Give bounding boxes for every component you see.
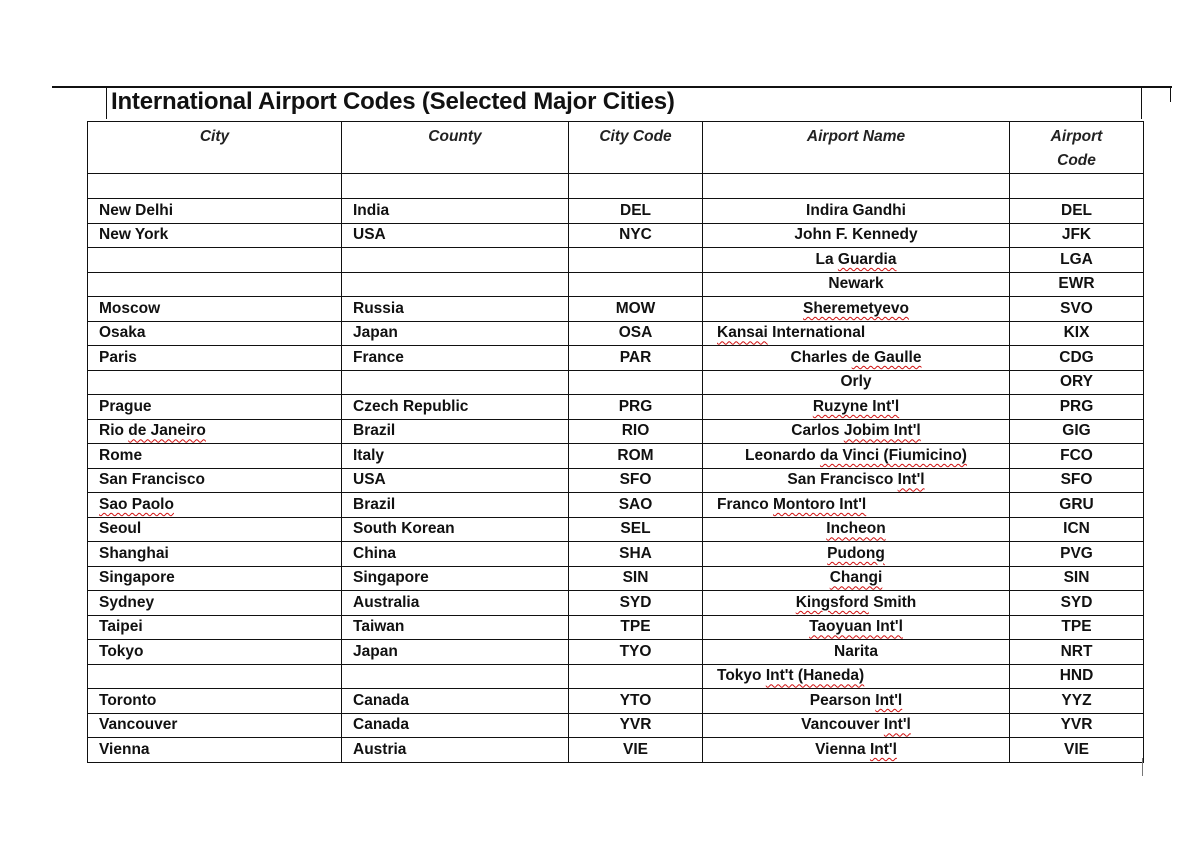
cell-country-text: Brazil bbox=[353, 422, 396, 440]
table-row bbox=[88, 346, 1144, 371]
cell-airport-code-text: FCO bbox=[1060, 446, 1093, 464]
table-row bbox=[88, 297, 1144, 322]
cell-airport-code bbox=[1010, 223, 1144, 248]
cell-city bbox=[88, 297, 342, 322]
cell-city-text: Toronto bbox=[99, 691, 157, 709]
cell-airport-code-text: YVR bbox=[1060, 716, 1093, 734]
cell-airport-name bbox=[703, 370, 1010, 395]
cell-city-code bbox=[569, 321, 703, 346]
cell-country bbox=[342, 640, 569, 665]
rule-tick bbox=[1170, 86, 1171, 102]
cell-country bbox=[342, 272, 569, 297]
cell-city-code bbox=[569, 248, 703, 273]
table-row bbox=[88, 689, 1144, 714]
cell-airport-name-text: Orly bbox=[840, 373, 872, 391]
cell-city-code bbox=[569, 272, 703, 297]
cell-city-code bbox=[569, 566, 703, 591]
cell-city-code bbox=[569, 297, 703, 322]
cell-airport-code-text: SIN bbox=[1063, 569, 1090, 587]
cell-city-text: Osaka bbox=[99, 324, 146, 342]
cell-city-text: Paris bbox=[99, 348, 137, 366]
blank-cell bbox=[1010, 174, 1144, 199]
cell-airport-code-text: GIG bbox=[1062, 422, 1091, 440]
cell-city-code-text: SYD bbox=[619, 593, 652, 611]
cell-country-text: USA bbox=[353, 226, 386, 244]
cell-country bbox=[342, 395, 569, 420]
cell-city-text: Seoul bbox=[99, 520, 142, 538]
cell-country bbox=[342, 517, 569, 542]
cell-city-code bbox=[569, 199, 703, 224]
cell-airport-name-text: Carlos Jobim Int'l bbox=[791, 422, 921, 440]
cell-airport-code-text: TPE bbox=[1061, 618, 1092, 636]
cell-city-text: Sydney bbox=[99, 593, 155, 611]
cell-airport-code bbox=[1010, 395, 1144, 420]
cell-airport-name-text: San Francisco Int'l bbox=[787, 471, 925, 489]
cell-airport-code-text: SVO bbox=[1060, 299, 1093, 317]
cell-country bbox=[342, 419, 569, 444]
cell-city bbox=[88, 223, 342, 248]
table-row bbox=[88, 664, 1144, 689]
cell-country bbox=[342, 689, 569, 714]
cell-airport-name bbox=[703, 272, 1010, 297]
cell-city-text: Singapore bbox=[99, 569, 175, 587]
cell-airport-name-text: Franco Montoro Int'l bbox=[717, 495, 867, 513]
cell-country bbox=[342, 468, 569, 493]
cell-airport-name-text: La Guardia bbox=[815, 250, 897, 268]
cell-city bbox=[88, 713, 342, 738]
page-title: International Airport Codes (Selected Major Cities) bbox=[111, 88, 675, 115]
cell-city-code bbox=[569, 738, 703, 763]
cell-airport-code bbox=[1010, 468, 1144, 493]
cell-city-text: San Francisco bbox=[99, 471, 205, 489]
cell-country bbox=[342, 664, 569, 689]
cell-airport-name bbox=[703, 468, 1010, 493]
cell-airport-code bbox=[1010, 346, 1144, 371]
cell-city-text: New Delhi bbox=[99, 201, 174, 219]
table-row bbox=[88, 223, 1144, 248]
cell-airport-name-text: Vienna Int'l bbox=[815, 740, 897, 758]
cell-city-code-text: DEL bbox=[620, 201, 651, 219]
cell-airport-name bbox=[703, 223, 1010, 248]
table-row bbox=[88, 591, 1144, 616]
cell-city-code-text: ROM bbox=[617, 446, 654, 464]
table-row bbox=[88, 370, 1144, 395]
cell-airport-name bbox=[703, 493, 1010, 518]
cell-airport-code-text: CDG bbox=[1059, 348, 1094, 366]
header-airport-code bbox=[1010, 122, 1144, 174]
cell-city-code bbox=[569, 223, 703, 248]
cell-airport-name-text: Taoyuan Int'l bbox=[809, 618, 903, 636]
cell-city bbox=[88, 199, 342, 224]
cell-airport-code-text: SFO bbox=[1060, 471, 1093, 489]
cell-city-code bbox=[569, 640, 703, 665]
cell-airport-code-text: KIX bbox=[1063, 324, 1090, 342]
cell-city-text: Tokyo bbox=[99, 642, 144, 660]
cell-airport-code bbox=[1010, 542, 1144, 567]
cell-country bbox=[342, 248, 569, 273]
cell-city-code-text: SFO bbox=[619, 471, 652, 489]
cell-country bbox=[342, 615, 569, 640]
table-row bbox=[88, 738, 1144, 763]
cell-city-code bbox=[569, 346, 703, 371]
cell-airport-code bbox=[1010, 689, 1144, 714]
cell-country-text: Czech Republic bbox=[353, 397, 469, 415]
cell-airport-name bbox=[703, 615, 1010, 640]
cell-airport-name bbox=[703, 689, 1010, 714]
cell-airport-name-text: Changi bbox=[829, 569, 883, 587]
cell-airport-name bbox=[703, 664, 1010, 689]
cell-city bbox=[88, 370, 342, 395]
cell-airport-code-text: ICN bbox=[1063, 520, 1090, 538]
cell-airport-name-text: Charles de Gaulle bbox=[790, 348, 922, 366]
cell-city-text: Shanghai bbox=[99, 544, 169, 562]
cell-airport-name bbox=[703, 517, 1010, 542]
cell-city-code bbox=[569, 493, 703, 518]
table-row bbox=[88, 713, 1144, 738]
cell-city-code bbox=[569, 713, 703, 738]
cell-country bbox=[342, 370, 569, 395]
cell-airport-code-text: EWR bbox=[1058, 275, 1095, 293]
cell-city-text: Rome bbox=[99, 446, 143, 464]
cell-airport-name-text: Incheon bbox=[826, 520, 886, 538]
cell-city-text: Rio de Janeiro bbox=[99, 422, 206, 440]
stray-line bbox=[1142, 758, 1143, 776]
cell-country-text: Russia bbox=[353, 299, 404, 317]
cell-city-text: Sao Paolo bbox=[99, 495, 174, 513]
cell-country-text: Taiwan bbox=[353, 618, 405, 636]
cell-city bbox=[88, 444, 342, 469]
cell-city-code bbox=[569, 517, 703, 542]
cell-city-text: Taipei bbox=[99, 618, 143, 636]
title-box bbox=[106, 87, 1142, 119]
cell-city-code bbox=[569, 615, 703, 640]
cell-airport-code bbox=[1010, 272, 1144, 297]
cell-airport-code bbox=[1010, 370, 1144, 395]
cell-city-code bbox=[569, 542, 703, 567]
table-row bbox=[88, 542, 1144, 567]
cell-airport-name-text: Pudong bbox=[827, 544, 885, 562]
cell-city bbox=[88, 248, 342, 273]
cell-city-code-text: TPE bbox=[620, 618, 651, 636]
cell-airport-code-text: JFK bbox=[1061, 226, 1092, 244]
cell-city-code-text: YTO bbox=[619, 691, 652, 709]
cell-city-code bbox=[569, 395, 703, 420]
cell-airport-code bbox=[1010, 199, 1144, 224]
cell-airport-name bbox=[703, 419, 1010, 444]
cell-airport-name bbox=[703, 591, 1010, 616]
cell-airport-name bbox=[703, 738, 1010, 763]
cell-airport-code bbox=[1010, 493, 1144, 518]
cell-country-text: Canada bbox=[353, 716, 409, 734]
cell-airport-name bbox=[703, 248, 1010, 273]
cell-city bbox=[88, 468, 342, 493]
cell-airport-name-text: Indira Gandhi bbox=[806, 201, 906, 219]
cell-city bbox=[88, 615, 342, 640]
blank-cell bbox=[703, 174, 1010, 199]
blank-cell bbox=[342, 174, 569, 199]
cell-airport-name-text: Sheremetyevo bbox=[803, 299, 909, 317]
cell-airport-name-text: Kansai International bbox=[717, 324, 866, 342]
cell-airport-code-text: LGA bbox=[1060, 250, 1093, 268]
cell-airport-name bbox=[703, 542, 1010, 567]
cell-city bbox=[88, 542, 342, 567]
cell-city-code-text: SIN bbox=[622, 569, 649, 587]
cell-city-code-text: RIO bbox=[621, 422, 650, 440]
cell-city bbox=[88, 689, 342, 714]
cell-airport-code-text: ORY bbox=[1059, 373, 1093, 391]
cell-city-code-text: PAR bbox=[619, 348, 652, 366]
cell-airport-code-text: DEL bbox=[1061, 201, 1092, 219]
cell-airport-name bbox=[703, 199, 1010, 224]
cell-airport-code bbox=[1010, 444, 1144, 469]
cell-airport-code bbox=[1010, 615, 1144, 640]
table-row bbox=[88, 419, 1144, 444]
cell-country bbox=[342, 542, 569, 567]
cell-city-text: Vienna bbox=[99, 740, 150, 758]
table-row bbox=[88, 640, 1144, 665]
cell-airport-name-text: Tokyo Int't (Haneda) bbox=[717, 667, 865, 685]
cell-airport-name-text: Newark bbox=[828, 275, 884, 293]
table-row bbox=[88, 321, 1144, 346]
table-row bbox=[88, 395, 1144, 420]
cell-airport-code bbox=[1010, 591, 1144, 616]
cell-country bbox=[342, 199, 569, 224]
cell-country-text: USA bbox=[353, 471, 386, 489]
cell-airport-code-text: YYZ bbox=[1061, 691, 1092, 709]
cell-airport-code-text: PVG bbox=[1060, 544, 1093, 562]
cell-airport-code bbox=[1010, 419, 1144, 444]
blank-cell bbox=[569, 174, 703, 199]
cell-airport-name-text: John F. Kennedy bbox=[794, 226, 918, 244]
cell-airport-name bbox=[703, 297, 1010, 322]
cell-city-code-text: SHA bbox=[619, 544, 652, 562]
cell-city-code-text: SEL bbox=[620, 520, 651, 538]
cell-city bbox=[88, 346, 342, 371]
cell-airport-name bbox=[703, 444, 1010, 469]
cell-city-code bbox=[569, 689, 703, 714]
cell-city-code bbox=[569, 444, 703, 469]
cell-airport-code bbox=[1010, 297, 1144, 322]
cell-country-text: Australia bbox=[353, 593, 420, 611]
blank-row bbox=[88, 174, 1144, 199]
table-row bbox=[88, 615, 1144, 640]
cell-city-code-text: TYO bbox=[619, 642, 652, 660]
cell-country bbox=[342, 223, 569, 248]
cell-city bbox=[88, 321, 342, 346]
cell-city-text: Vancouver bbox=[99, 716, 178, 734]
cell-country bbox=[342, 713, 569, 738]
cell-city-text: New York bbox=[99, 226, 169, 244]
cell-country bbox=[342, 346, 569, 371]
cell-country-text: China bbox=[353, 544, 397, 562]
header-city: City bbox=[88, 122, 342, 174]
header-country: County bbox=[342, 122, 569, 174]
cell-country bbox=[342, 738, 569, 763]
cell-city bbox=[88, 493, 342, 518]
cell-city bbox=[88, 395, 342, 420]
cell-airport-code-text: HND bbox=[1059, 667, 1094, 685]
cell-country bbox=[342, 591, 569, 616]
cell-city-code bbox=[569, 370, 703, 395]
cell-airport-name bbox=[703, 321, 1010, 346]
header-airport-name: Airport Name bbox=[703, 122, 1010, 174]
cell-airport-code bbox=[1010, 321, 1144, 346]
cell-airport-name bbox=[703, 395, 1010, 420]
cell-airport-code bbox=[1010, 640, 1144, 665]
cell-city-code-text: MOW bbox=[615, 299, 656, 317]
header-city-code: City Code bbox=[569, 122, 703, 174]
cell-country bbox=[342, 444, 569, 469]
table-row bbox=[88, 493, 1144, 518]
cell-city-code-text: PRG bbox=[618, 397, 653, 415]
cell-country-text: Italy bbox=[353, 446, 385, 464]
cell-city-code-text: NYC bbox=[619, 226, 652, 244]
cell-airport-name-text: Pearson Int'l bbox=[809, 691, 903, 709]
cell-airport-name-text: Vancouver Int'l bbox=[801, 716, 911, 734]
cell-city bbox=[88, 664, 342, 689]
cell-airport-name-text: Narita bbox=[834, 642, 878, 660]
cell-country bbox=[342, 297, 569, 322]
cell-airport-code bbox=[1010, 566, 1144, 591]
cell-city bbox=[88, 566, 342, 591]
cell-city bbox=[88, 272, 342, 297]
table-row bbox=[88, 272, 1144, 297]
cell-city-text: Moscow bbox=[99, 299, 161, 317]
cell-airport-code-text: NRT bbox=[1060, 642, 1093, 660]
table-body bbox=[88, 174, 1144, 763]
cell-country-text: Singapore bbox=[353, 569, 429, 587]
cell-city-code-text: VIE bbox=[623, 740, 648, 758]
cell-city bbox=[88, 591, 342, 616]
cell-country-text: Japan bbox=[353, 642, 398, 660]
cell-airport-name bbox=[703, 346, 1010, 371]
cell-airport-name-text: Kingsford Smith bbox=[795, 593, 917, 611]
header-airport-code-line1: Airport bbox=[1050, 128, 1103, 145]
cell-country bbox=[342, 493, 569, 518]
cell-city bbox=[88, 419, 342, 444]
cell-airport-code bbox=[1010, 517, 1144, 542]
table-row bbox=[88, 517, 1144, 542]
airport-codes-table bbox=[87, 121, 1144, 763]
cell-city-code-text: YVR bbox=[619, 716, 652, 734]
cell-city-code bbox=[569, 591, 703, 616]
cell-country-text: Austria bbox=[353, 740, 407, 758]
cell-airport-code-text: PRG bbox=[1059, 397, 1094, 415]
cell-country-text: France bbox=[353, 348, 404, 366]
header-row bbox=[88, 122, 1144, 174]
cell-country bbox=[342, 321, 569, 346]
cell-city-code-text: OSA bbox=[618, 324, 653, 342]
table-row bbox=[88, 444, 1144, 469]
cell-airport-name bbox=[703, 640, 1010, 665]
cell-city-text: Prague bbox=[99, 397, 152, 415]
cell-airport-code bbox=[1010, 248, 1144, 273]
cell-city bbox=[88, 517, 342, 542]
cell-country bbox=[342, 566, 569, 591]
cell-airport-code bbox=[1010, 738, 1144, 763]
table-row bbox=[88, 248, 1144, 273]
cell-city-code bbox=[569, 419, 703, 444]
cell-country-text: India bbox=[353, 201, 390, 219]
cell-airport-code bbox=[1010, 713, 1144, 738]
cell-country-text: Brazil bbox=[353, 495, 396, 513]
cell-country-text: Japan bbox=[353, 324, 398, 342]
cell-airport-code-text: SYD bbox=[1060, 593, 1093, 611]
cell-airport-code-text: VIE bbox=[1064, 740, 1089, 758]
cell-airport-name bbox=[703, 566, 1010, 591]
cell-airport-code bbox=[1010, 664, 1144, 689]
cell-city bbox=[88, 640, 342, 665]
cell-city-code bbox=[569, 468, 703, 493]
cell-city-code bbox=[569, 664, 703, 689]
header-airport-code-line2: Code bbox=[1057, 152, 1096, 169]
cell-airport-name-text: Ruzyne Int'l bbox=[812, 397, 900, 415]
table-row bbox=[88, 566, 1144, 591]
table-row bbox=[88, 199, 1144, 224]
cell-airport-code-text: GRU bbox=[1059, 495, 1094, 513]
cell-city bbox=[88, 738, 342, 763]
cell-city-code-text: SAO bbox=[618, 495, 653, 513]
blank-cell bbox=[88, 174, 342, 199]
cell-airport-name bbox=[703, 713, 1010, 738]
cell-country-text: Canada bbox=[353, 691, 409, 709]
table-row bbox=[88, 468, 1144, 493]
cell-country-text: South Korean bbox=[353, 520, 455, 538]
cell-airport-name-text: Leonardo da Vinci (Fiumicino) bbox=[745, 446, 967, 464]
